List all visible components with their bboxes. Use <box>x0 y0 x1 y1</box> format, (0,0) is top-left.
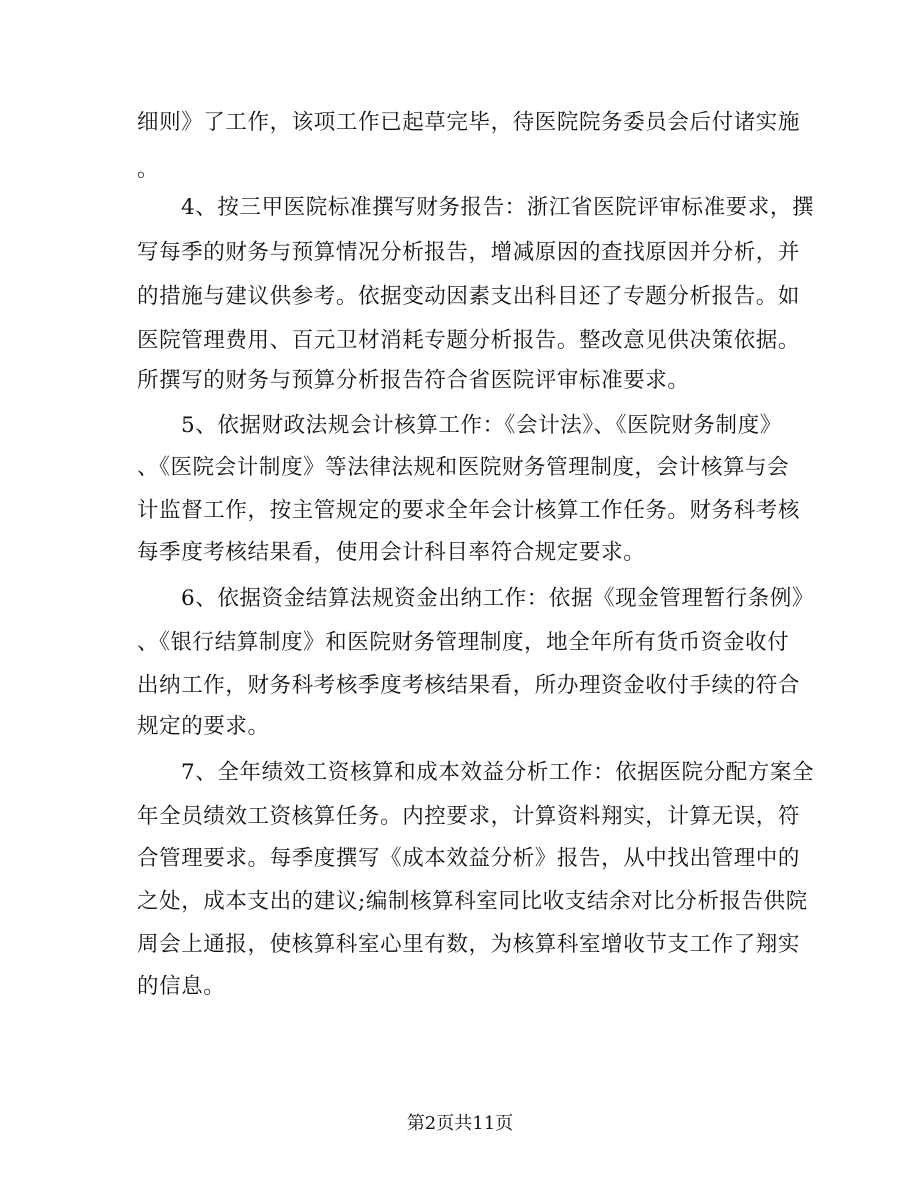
paragraph-line: 6、依据资金结算法规资金出纳工作：依据《现金管理暂行条例》 <box>181 586 815 611</box>
paragraph-line: 的信息。 <box>137 974 226 999</box>
paragraph-line: 出纳工作，财务科考核季度考核结果看，所办理资金收付手续的符合 <box>137 673 801 698</box>
paragraph-line: 4、按三甲医院标准撰写财务报告：浙江省医院评审标准要求，撰 <box>181 195 815 220</box>
paragraph-line: 周会上通报，使核算科室心里有数，为核算科室增收节支工作了翔实 <box>137 932 801 957</box>
paragraph-line: 之处，成本支出的建议;编制核算科室同比收支结余对比分析报告供院 <box>137 889 808 914</box>
paragraph-line: 计监督工作，按主管规定的要求全年会计核算工作任务。财务科考核 <box>137 498 801 523</box>
paragraph-line: 医院管理费用、百元卫材消耗专题分析报告。整改意见供决策依据。 <box>137 328 801 353</box>
paragraph-line: 规定的要求。 <box>137 714 270 739</box>
paragraph-line: 合管理要求。每季度撰写《成本效益分析》报告，从中找出管理中的 <box>137 846 801 871</box>
paragraph-line: 5、依据财政法规会计核算工作：《会计法》、《医院财务制度》 <box>181 413 782 438</box>
paragraph-line: 细则》了工作，该项工作已起草完毕，待医院院务委员会后付诸实施 <box>137 110 801 135</box>
paragraph-line: 7、全年绩效工资核算和成本效益分析工作：依据医院分配方案全 <box>181 760 815 785</box>
paragraph-line: 、《银行结算制度》和医院财务管理制度，地全年所有货币资金收付 <box>137 630 790 655</box>
paragraph-line: 写每季的财务与预算情况分析报告，增减原因的查找原因并分析，并 <box>137 240 801 265</box>
page-number: 第2页共11页 <box>406 1113 514 1134</box>
paragraph-line: 所撰写的财务与预算分析报告符合省医院评审标准要求。 <box>137 368 690 393</box>
paragraph-line: 年全员绩效工资核算任务。内控要求，计算资料翔实，计算无误，符 <box>137 804 801 829</box>
paragraph-line: 每季度考核结果看，使用会计科目率符合规定要求。 <box>137 540 646 565</box>
paragraph-line: 的措施与建议供参考。依据变动因素支出科目还了专题分析报告。如 <box>137 284 801 309</box>
paragraph-line: 。 <box>137 157 160 182</box>
paragraph-line: 、《医院会计制度》等法律法规和医院财务管理制度，会计核算与会 <box>137 455 790 480</box>
